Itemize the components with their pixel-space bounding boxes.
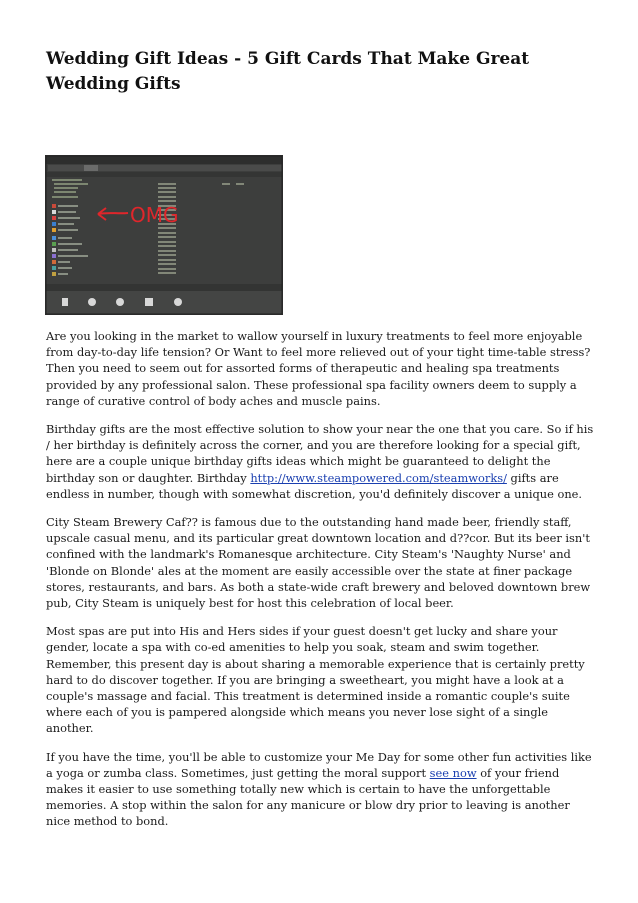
see-now-link[interactable]: see now	[429, 765, 477, 780]
paragraph-3: City Steam Brewery Caf?? is famous due to the outstanding hand made beer, friendly staff, upscale casual menu, and its particular great downtown location and d??cor. But its beer isn't confined with the landmark's Romanesque architecture. City Steam's 'Naughty Nurse' and 'Blonde on Blonde' ales at the moment are easily accessible over the state at finer package stores, restaurants, and bars. As both a state-wide craft brewery and beloved downtown brew pub, City Steam is uniquely best for host this celebration of local beer.	[46, 515, 591, 611]
screenshot-image	[45, 155, 283, 315]
article-body	[46, 328, 594, 842]
paragraph-2-text-start: Birthday gifts are the most effective solution to show your near the one that you care. So if his / her birthday is definitely across the corner, and you are therefore looking for a special gift, here are a couple unique birthday gifts ideas which might be guaranteed to delight the birthday son or daughter. Birthday	[46, 422, 594, 485]
paragraph-1: Are you looking in the market to wallow yourself in luxury treatments to feel more enjoyable from day-to-day life tension? Or Want to feel more relieved out of your tight time-table stress? Then you need to seem out for assorted forms of therapeutic and healing spa treatments provided by any professional salon. These professional spa facility owners deem to supply a range of curative control of body aches and muscle pains.	[46, 329, 591, 408]
paragraph-2-text-end: gifts are endless in number, though with somewhat discretion, you'd definitely discover a unique one.	[46, 470, 583, 501]
paragraph-4: Most spas are put into His and Hers sides if your guest doesn't get lucky and share your gender, locate a spa with co-ed amenities to help you soak, steam and swim together. Remember, this present day is about sharing a memorable experience that is certainly pretty hard to do discover together. If you are bringing a sweetheart, you might have a look at a couple's massage and facial. This treatment is determined inside a romantic couple's suite where each of you is pampered alongside which means you never lose sight of a single another.	[46, 624, 585, 736]
paragraph-5-text-end: of your friend makes it easier to use something totally new which is certain to have the unforgettable memories. A stop within the salon for any manicure or blow dry prior to leaving is another nice method to bond.	[46, 765, 570, 829]
blurry-app-screenshot	[46, 156, 282, 314]
paragraph-5	[46, 749, 594, 830]
steamworks-link[interactable]: http://www.steampowered.com/steamworks/	[250, 470, 507, 485]
paragraph-5-text-start: If you have the time, you'll be able to customize your Me Day for some other fun activities like a yoga or zumba class. Sometimes, just getting the moral support	[46, 749, 592, 780]
omg-annotation: OMG	[130, 203, 179, 227]
page-title: Wedding Gift Ideas - 5 Gift Cards That Make Great Wedding Gifts	[46, 49, 530, 94]
paragraph-2	[46, 421, 594, 502]
